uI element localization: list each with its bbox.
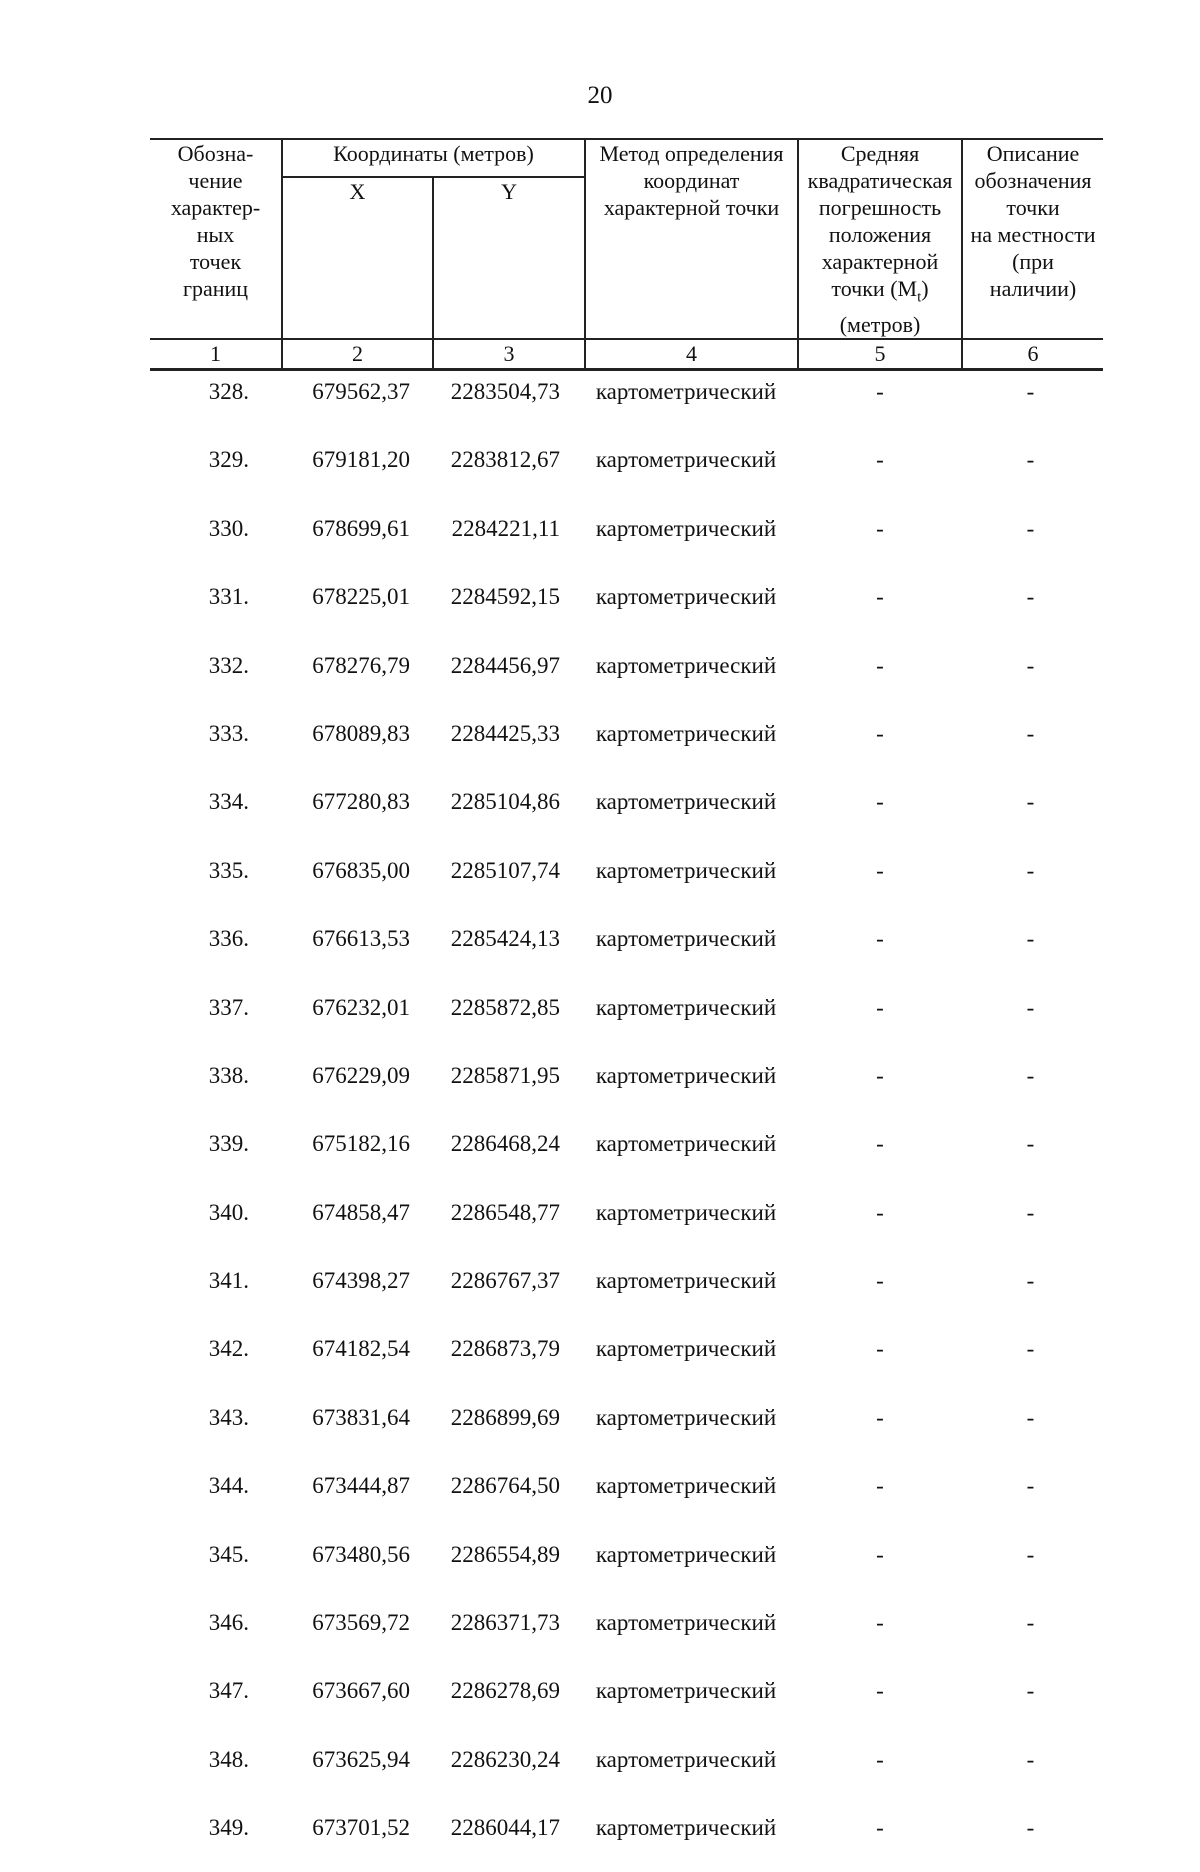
header-mean-error: Средняя квадратическая погрешность положения характерной точки $(M_t)$ (метров): [798, 139, 962, 339]
point-number-cell: 346.: [208, 1610, 249, 1636]
header-description: Описание обозначения точки на местности (при наличии): [962, 139, 1103, 339]
coord-y-cell: 2286554,89: [450, 1541, 560, 1567]
mean-error-cell: -: [876, 1473, 884, 1499]
table-row: [150, 367, 1103, 435]
coord-x-cell: 673480,56: [312, 1541, 410, 1567]
mean-error-cell: -: [876, 1541, 884, 1567]
method-cell: картометрический: [595, 1199, 777, 1225]
table-row: [150, 1393, 1103, 1461]
table-row: [150, 1051, 1103, 1119]
coord-x-cell: 676613,53: [312, 926, 410, 952]
description-cell: -: [1026, 1062, 1035, 1088]
mean-error-cell: -: [876, 1199, 884, 1225]
description-cell: -: [1026, 379, 1035, 404]
mean-error-cell: -: [876, 1131, 884, 1157]
coord-y-cell: 2284456,97: [450, 652, 560, 678]
mean-error-cell: -: [876, 1815, 884, 1841]
method-cell: картометрический: [595, 1610, 777, 1636]
table-row: [150, 1735, 1103, 1803]
description-cell: -: [1026, 1131, 1035, 1157]
point-number-cell: 342.: [208, 1336, 249, 1362]
coord-x-cell: 673569,72: [312, 1610, 410, 1636]
coord-y-cell: 2286044,17: [450, 1815, 560, 1841]
point-number-cell: 329.: [208, 447, 249, 473]
point-number-cell: 334.: [208, 789, 249, 815]
coord-y-cell: 2286468,24: [450, 1131, 560, 1157]
coord-x-cell: 674398,27: [312, 1268, 410, 1294]
method-cell: картометрический: [595, 1473, 777, 1499]
table-row: [150, 1803, 1103, 1871]
mean-error-cell: -: [876, 379, 884, 404]
description-cell: -: [1026, 1473, 1035, 1499]
table-row: [150, 1256, 1103, 1324]
mean-error-cell: -: [876, 1062, 884, 1088]
mean-error-cell: -: [876, 789, 884, 815]
page-number: 20: [587, 82, 613, 109]
description-cell: -: [1026, 1199, 1035, 1225]
point-number-cell: 341.: [208, 1268, 249, 1294]
description-cell: -: [1026, 1610, 1035, 1636]
coord-x-cell: 673444,87: [312, 1473, 410, 1499]
method-cell: картометрический: [595, 720, 777, 746]
point-number-cell: 349.: [208, 1815, 249, 1841]
table-row: [150, 777, 1103, 845]
table-row: [150, 1324, 1103, 1392]
table-row: [150, 572, 1103, 640]
mean-error-cell: -: [876, 926, 884, 952]
coord-y-cell: 2284221,11: [451, 515, 560, 541]
description-cell: -: [1026, 1268, 1035, 1294]
description-cell: -: [1026, 789, 1035, 815]
description-cell: -: [1026, 447, 1035, 473]
coord-y-cell: 2284425,33: [450, 720, 560, 746]
coord-x-cell: 674858,47: [312, 1199, 410, 1225]
mean-error-cell: -: [876, 994, 884, 1020]
method-cell: картометрический: [595, 515, 777, 541]
table-row: [150, 1119, 1103, 1187]
coord-x-cell: 678225,01: [312, 584, 410, 610]
description-cell: -: [1026, 1541, 1035, 1567]
mean-error-cell: -: [876, 1404, 884, 1430]
coord-x-cell: 673625,94: [312, 1746, 410, 1772]
method-cell: картометрический: [595, 1541, 777, 1567]
method-cell: картометрический: [595, 379, 777, 404]
description-cell: -: [1026, 994, 1035, 1020]
point-number-cell: 338.: [208, 1062, 249, 1088]
coord-y-cell: 2285871,95: [450, 1062, 560, 1088]
method-cell: картометрический: [595, 652, 777, 678]
point-number-cell: 345.: [208, 1541, 249, 1567]
mean-error-cell: -: [876, 857, 884, 883]
table-header: [150, 138, 1103, 371]
coord-x-cell: 673701,52: [312, 1815, 410, 1841]
description-cell: -: [1026, 720, 1035, 746]
coord-x-cell: 678089,83: [312, 720, 410, 746]
mean-error-cell: -: [876, 515, 884, 541]
coord-x-cell: 677280,83: [312, 789, 410, 815]
mean-error-cell: -: [876, 1268, 884, 1294]
method-cell: картометрический: [595, 1062, 777, 1088]
point-number-cell: 336.: [208, 926, 249, 952]
coord-y-cell: 2285872,85: [450, 994, 560, 1020]
description-cell: -: [1026, 584, 1035, 610]
table-row: [150, 914, 1103, 982]
header-coordinates: Координаты (метров): [282, 139, 585, 177]
coord-x-cell: 679562,37: [312, 379, 410, 404]
table-row: [150, 846, 1103, 914]
table-row: [150, 435, 1103, 503]
description-cell: -: [1026, 926, 1035, 952]
coord-y-cell: 2286278,69: [450, 1678, 560, 1704]
coord-x-cell: 676232,01: [312, 994, 410, 1020]
table-row: [150, 641, 1103, 709]
method-cell: картометрический: [595, 447, 777, 473]
method-cell: картометрический: [595, 1336, 777, 1362]
point-number-cell: 343.: [208, 1404, 249, 1430]
method-cell: картометрический: [595, 1404, 777, 1430]
point-number-cell: 337.: [208, 994, 249, 1020]
header-y: Y: [433, 177, 585, 339]
description-cell: -: [1026, 1678, 1035, 1704]
point-number-cell: 328.: [208, 379, 249, 404]
coord-x-cell: 678276,79: [312, 652, 410, 678]
method-cell: картометрический: [595, 789, 777, 815]
header-x: X: [282, 177, 433, 339]
description-cell: -: [1026, 652, 1035, 678]
coord-x-cell: 679181,20: [312, 447, 410, 473]
mean-error-cell: -: [876, 720, 884, 746]
mean-error-cell: -: [876, 1336, 884, 1362]
mean-error-cell: -: [876, 652, 884, 678]
method-cell: картометрический: [595, 1815, 777, 1841]
mean-error-cell: -: [876, 1678, 884, 1704]
table-row: [150, 1666, 1103, 1734]
description-cell: -: [1026, 1336, 1035, 1362]
header-method: Метод определения координат характерной точки: [585, 139, 798, 339]
point-number-cell: 340.: [208, 1199, 249, 1225]
coord-y-cell: 2286873,79: [450, 1336, 560, 1362]
point-number-cell: 332.: [208, 652, 249, 678]
point-number-cell: 347.: [208, 1678, 249, 1704]
coord-x-cell: 678699,61: [312, 515, 410, 541]
point-number-cell: 333.: [208, 720, 249, 746]
method-cell: картометрический: [595, 1678, 777, 1704]
method-cell: картометрический: [595, 1268, 777, 1294]
method-cell: картометрический: [595, 857, 777, 883]
table-row: [150, 1188, 1103, 1256]
coord-x-cell: 676229,09: [312, 1062, 410, 1088]
coord-y-cell: 2285107,74: [450, 857, 560, 883]
coordinates-table: [150, 367, 1103, 1872]
coord-x-cell: 676835,00: [312, 857, 410, 883]
header-point-designation: Обозна- чение характер- ных точек границ: [150, 139, 282, 339]
description-cell: -: [1026, 1746, 1035, 1772]
table-row: [150, 709, 1103, 777]
coord-y-cell: 2286764,50: [450, 1473, 560, 1499]
point-number-cell: 331.: [208, 584, 249, 610]
coord-y-cell: 2284592,15: [450, 584, 560, 610]
table-row: [150, 1461, 1103, 1529]
header-column-numbers: 1 2 3 4 5 6: [150, 339, 1103, 370]
coord-y-cell: 2286230,24: [450, 1746, 560, 1772]
table-row: [150, 983, 1103, 1051]
method-cell: картометрический: [595, 926, 777, 952]
coord-x-cell: 673831,64: [312, 1404, 410, 1430]
coord-y-cell: 2285104,86: [450, 789, 560, 815]
coord-x-cell: 675182,16: [312, 1131, 410, 1157]
mean-error-cell: -: [876, 1746, 884, 1772]
coord-y-cell: 2286548,77: [450, 1199, 560, 1225]
method-cell: картометрический: [595, 1746, 777, 1772]
method-cell: картометрический: [595, 584, 777, 610]
table-row: [150, 504, 1103, 572]
method-cell: картометрический: [595, 1131, 777, 1157]
mean-error-cell: -: [876, 1610, 884, 1636]
coord-y-cell: 2283812,67: [450, 447, 560, 473]
coord-y-cell: 2283504,73: [450, 379, 560, 404]
point-number-cell: 330.: [208, 515, 249, 541]
description-cell: -: [1026, 1815, 1035, 1841]
table-row: [150, 1598, 1103, 1666]
coord-x-cell: 673667,60: [312, 1678, 410, 1704]
point-number-cell: 339.: [208, 1131, 249, 1157]
mean-error-cell: -: [876, 584, 884, 610]
coord-y-cell: 2286767,37: [450, 1268, 560, 1294]
coord-y-cell: 2286899,69: [450, 1404, 560, 1430]
point-number-cell: 348.: [208, 1746, 249, 1772]
coord-y-cell: 2286371,73: [450, 1610, 560, 1636]
description-cell: -: [1026, 1404, 1035, 1430]
description-cell: -: [1026, 857, 1035, 883]
point-number-cell: 335.: [208, 857, 249, 883]
coord-y-cell: 2285424,13: [450, 926, 560, 952]
coord-x-cell: 674182,54: [312, 1336, 410, 1362]
point-number-cell: 344.: [208, 1473, 249, 1499]
mean-error-cell: -: [876, 447, 884, 473]
method-cell: картометрический: [595, 994, 777, 1020]
description-cell: -: [1026, 515, 1035, 541]
table-row: [150, 1530, 1103, 1598]
